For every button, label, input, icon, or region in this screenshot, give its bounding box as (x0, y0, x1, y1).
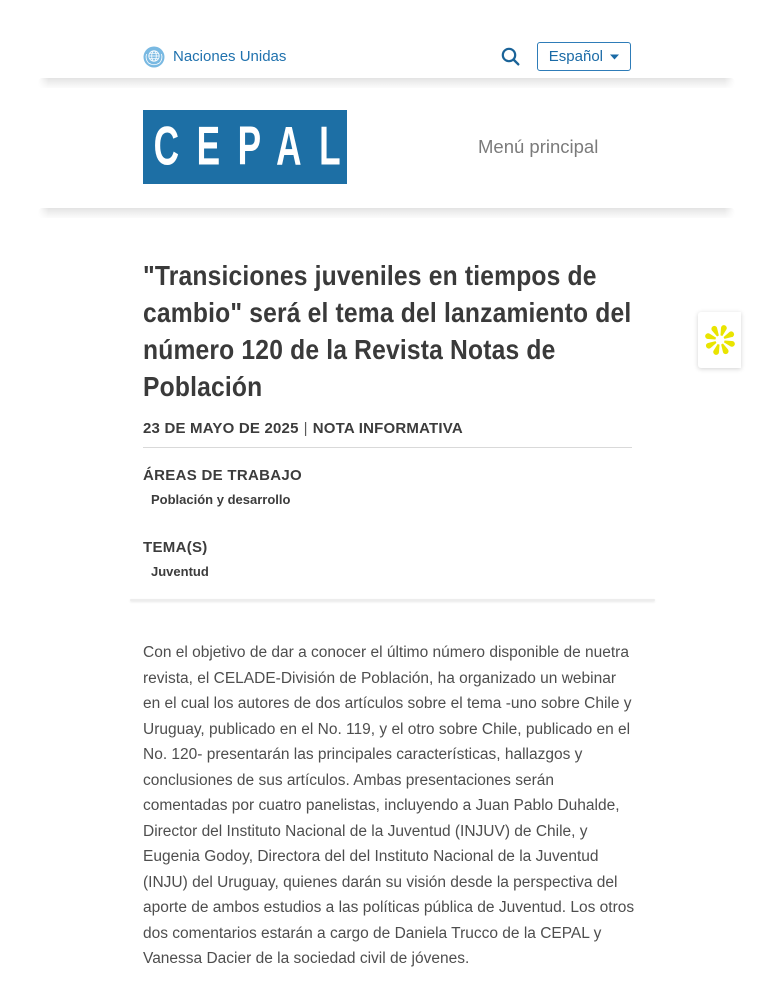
article-date: 23 DE MAYO DE 2025 (143, 420, 299, 437)
topics-label: TEMA(S) (143, 539, 208, 556)
article-body: Con el objetivo de dar a conocer el último número disponible de nuetra revista, el CELADE-División de Población, ha organizado un webinar en el cual los autores de dos artículos sobre el tema -uno sobre Chile y Uruguay, publicado en el No. 119, y el otro sobre Chile, publicado en el No. 120- presentarán las principales características, hallazgos y conclusiones de sus artículos. Ambas presentaciones serán comentadas por cuatro panelistas, incluyendo a Juan Pablo Duhalde, Director del Instituto Nacional de la Juventud (INJUV) de Chile, y Eugenia Godoy, Directora del del Instituto Nacional de la Juventud (INJU) del Uruguay, quienes darán su visión desde la perspectiva del aporte de ambos estudios a las políticas pública de Juventud. Los otros dos comentarios estarán a cargo de Daniela Trucco de la CEPAL y Vanessa Dacier de la sociedad civil de jóvenes. (143, 644, 635, 967)
accessibility-widget-button[interactable] (698, 312, 741, 368)
meta-divider (143, 447, 632, 448)
main-menu-button[interactable]: Menú principal (478, 136, 599, 157)
language-selector[interactable] (537, 42, 631, 71)
content-divider (130, 599, 655, 601)
caret-down-icon (610, 54, 619, 60)
un-home-link[interactable] (143, 46, 286, 68)
article-type-badge: NOTA INFORMATIVA (312, 420, 463, 437)
site-header (38, 88, 735, 208)
language-selector-label: Español (548, 48, 603, 65)
section-divider-shadow (38, 78, 735, 88)
meta-separator: | (303, 420, 308, 437)
topic-link[interactable]: Juventud (151, 564, 209, 579)
utility-bar-inner (38, 41, 735, 72)
utility-bar (0, 0, 773, 72)
work-areas-label: ÁREAS DE TRABAJO (143, 467, 302, 484)
utility-bar-right (500, 42, 631, 71)
article-title: "Transiciones juveniles en tiempos de cambio" será el tema del lanzamiento del número 120 de la Revista Notas de Población (143, 260, 632, 402)
un-emblem-icon (143, 46, 165, 68)
un-label: Naciones Unidas (173, 48, 287, 65)
article (38, 218, 697, 972)
work-area-link[interactable]: Población y desarrollo (151, 492, 291, 507)
section-divider-shadow (38, 208, 735, 218)
cepal-logo[interactable] (143, 110, 359, 184)
search-icon (500, 46, 521, 67)
search-button[interactable] (500, 46, 521, 67)
cepal-logo-text: CEPAL (153, 115, 359, 177)
article-meta (143, 420, 697, 437)
accessibility-asterisk-icon (704, 324, 736, 356)
